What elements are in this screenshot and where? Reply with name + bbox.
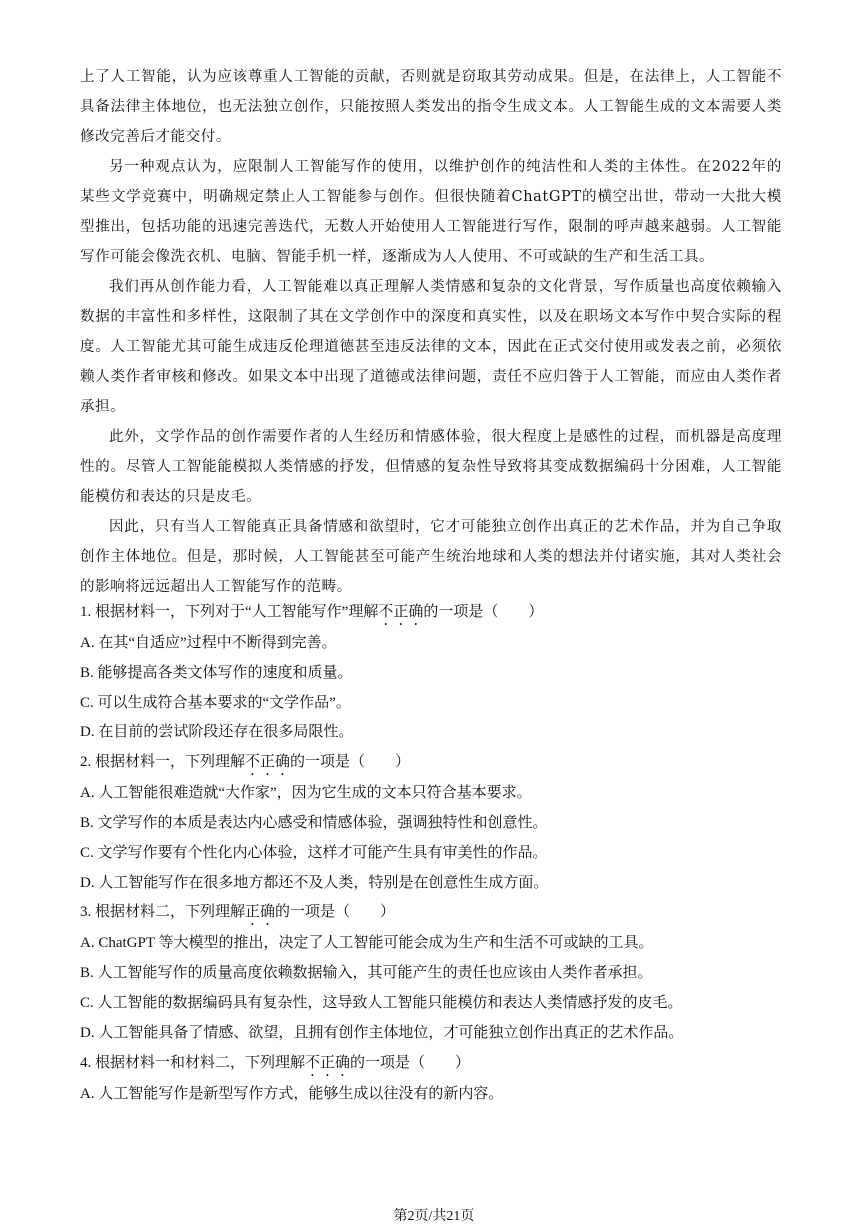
question-stem-text: 2. 根据材料一，下列理解 — [80, 754, 246, 771]
question-stem-text: 1. 根据材料一，下列对于“人工智能写作”理解 — [80, 604, 379, 620]
answer-option: B. 人工智能写作的质量高度依赖数据输入，其可能产生的责任也应该由人类作者承担。 — [80, 965, 653, 982]
emphasis-text: 不正确 — [378, 604, 424, 620]
answer-option: D. 在目前的尝试阶段还存在很多局限性。 — [80, 724, 354, 741]
answer-option: B. 能够提高各类文体写作的速度和质量。 — [80, 664, 353, 681]
emphasis-text: 正确 — [245, 904, 276, 921]
answer-option: D. 人工智能写作在很多地方都还不及人类，特别是在创意性生成方面。 — [80, 874, 549, 891]
passage-paragraph: 另一种观点认为，应限制人工智能写作的使用，以维护创作的纯洁性和人类的主体性。在2022年的某些文学竞赛中，明确规定禁止人工智能参与创作。但很快随着ChatGPT的横空出世，带动一大批大模型推出，包括功能的迅速完善迭代，无数人开始使用人工智能进行写作，限制的呼声越来越弱。人工智能写作可能会像洗衣机、电脑、智能手机一样，逐渐成为人人使用、不可或缺的生产和生活工具。 — [80, 159, 782, 265]
answer-option: C. 人工智能的数据编码具有复杂性，这导致人工智能只能模仿和表达人类情感抒发的皮毛。 — [80, 994, 683, 1011]
passage-paragraph: 我们再从创作能力看，人工智能难以真正理解人类情感和复杂的文化背景，写作质量也高度依赖输入数据的丰富性和多样性，这限制了其在文学创作中的深度和真实性，以及在职场文本写作中契合实际的程度。人工智能尤其可能生成违反伦理道德甚至违反法律的文本，因此在正式交付使用或发表之前，必须依赖人类作者审核和修改。如果文本中出现了道德或法律问题，责任不应归咎于人工智能，而应由人类作者承担。 — [80, 279, 782, 415]
answer-option: A. 在其“自适应”过程中不断得到完善。 — [80, 635, 337, 651]
question-stem-text: 的一项是（ ） — [275, 904, 396, 921]
answer-option: A. ChatGPT 等大模型的推出，决定了人工智能可能会成为生产和生活不可或缺的工具。 — [80, 935, 654, 952]
passage-paragraph: 因此，只有当人工智能真正具备情感和欲望时，它才可能独立创作出真正的艺术作品，并为自己争取创作主体地位。但是，那时候，人工智能甚至可能产生统治地球和人类的想法并付诸实施，其对人类社会的影响将远远超出人工智能写作的范畴。 — [80, 519, 782, 595]
answer-option: D. 人工智能具备了情感、欲望，且拥有创作主体地位，才可能独立创作出真正的艺术作品。 — [80, 1024, 684, 1041]
answer-option: C. 文学写作要有个性化内心体验，这样才可能产生具有审美性的作品。 — [80, 844, 548, 861]
passage-paragraph: 此外，文学作品的创作需要作者的人生经历和情感体验，很大程度上是感性的过程，而机器是高度理性的。尽管人工智能能模拟人类情感的抒发，但情感的复杂性导致将其变成数据编码十分困难，人工智能能模仿和表达的只是皮毛。 — [80, 429, 782, 505]
answer-option: A. 人工智能很难造就“大作家”，因为它生成的文本只符合基本要求。 — [80, 785, 532, 802]
question-stem-text: 的一项是（ ） — [350, 1054, 471, 1071]
question-3-stem — [80, 898, 782, 929]
question-4-stem — [80, 1049, 782, 1080]
question-list — [80, 598, 782, 1109]
question-2-stem — [80, 748, 782, 779]
answer-option: A. 人工智能写作是新型写作方式，能够生成以往没有的新内容。 — [80, 1085, 504, 1102]
page-number: 第2页/共21页 — [393, 1209, 475, 1224]
passage-paragraph: 上了人工智能，认为应该尊重人工智能的贡献，否则就是窃取其劳动成果。但是，在法律上，人工智能不具备法律主体地位，也无法独立创作，只能按照人类发出的指令生成文本。人工智能生成的文本需要人类修改完善后才能交付。 — [80, 69, 782, 145]
emphasis-text: 不正确 — [305, 1054, 351, 1071]
question-1-stem — [80, 598, 782, 629]
question-stem-text: 3. 根据材料二，下列理解 — [80, 904, 246, 921]
emphasis-text: 不正确 — [245, 754, 291, 771]
question-stem-text: 的一项是（ ） — [290, 754, 411, 771]
answer-option: C. 可以生成符合基本要求的“文学作品”。 — [80, 694, 351, 711]
answer-option: B. 文学写作的本质是表达内心感受和情感体验，强调独特性和创意性。 — [80, 814, 548, 831]
question-stem-text: 的一项是（ ） — [423, 604, 544, 620]
question-stem-text: 4. 根据材料一和材料二，下列理解 — [80, 1054, 306, 1071]
reading-passage — [80, 62, 782, 602]
